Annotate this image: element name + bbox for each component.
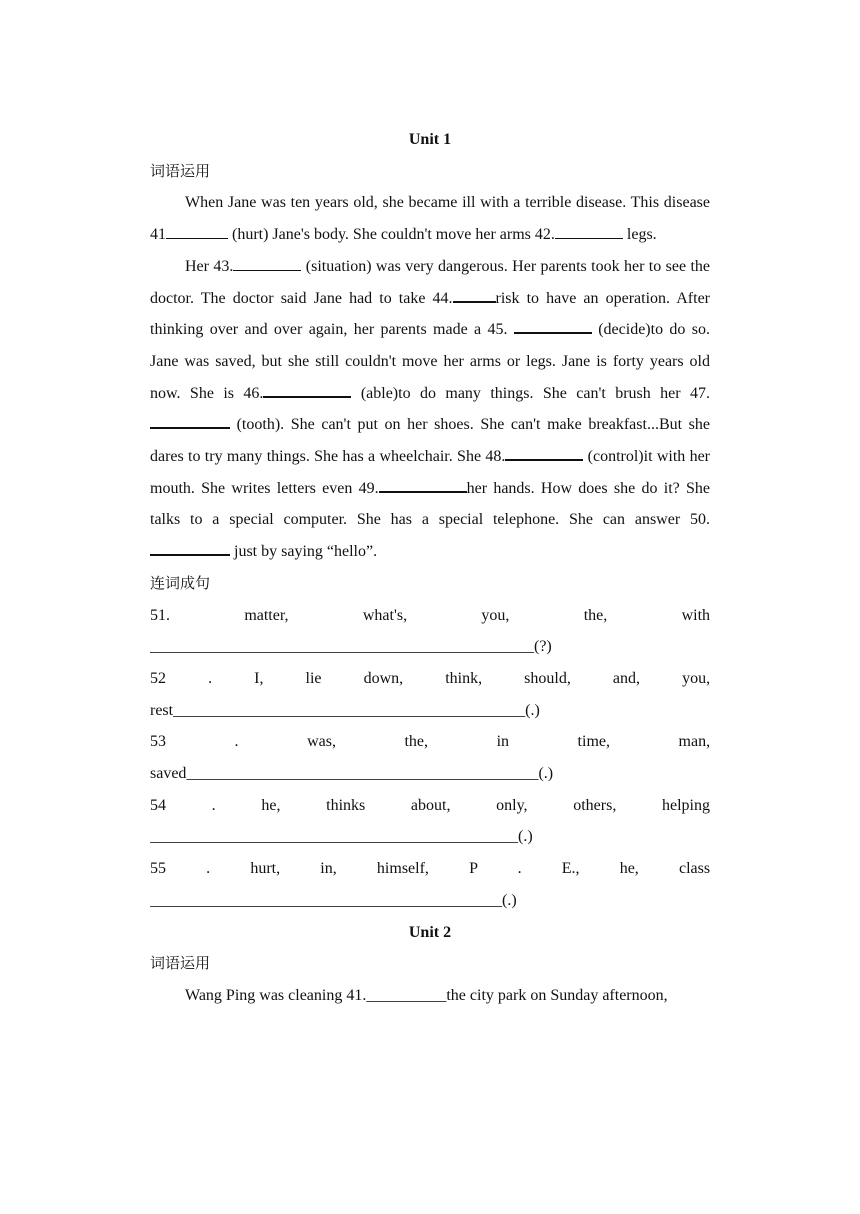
text-run: the city park on Sunday afternoon, [446,986,668,1004]
unit2-title: Unit 2 [408,923,452,941]
text-run: legs. [622,226,657,244]
word: hurt, [250,860,281,878]
word: about, [410,796,451,814]
unit2-paragraph-1 [150,980,710,1012]
blank-44[interactable] [453,287,496,303]
answer-blank-54[interactable]: ______________________________________________ [150,828,518,846]
word: lie [305,669,322,687]
text-run: (situation) was very dangerous. Her parents took her to see the doctor. The doctor said Jane had to take 44. [150,257,710,307]
word: rest [150,701,174,719]
word: he, [261,796,281,814]
blank-49[interactable] [379,477,467,493]
word: you, [682,669,711,687]
word: the, [583,606,608,624]
word: 55 [150,860,166,878]
text-run: (tooth). She can't put on her shoes. She can't make breakfast...But she dares to try many things. She has a wheelchair. She 48. [150,416,710,466]
word: think, [445,669,483,687]
text-run: (able)to do many things. She can't brush her 47. [351,384,710,402]
blank-50[interactable] [150,540,230,556]
word: E., [561,860,580,878]
unit1-order-heading: 连词成句 [150,573,211,592]
question-52-words [150,663,710,695]
unit1-vocab-heading: 词语运用 [150,161,211,180]
word: time, [577,733,610,751]
word: the, [404,733,429,751]
word: helping [662,796,710,814]
word: only, [496,796,528,814]
end-punctuation: (.) [518,828,533,846]
word: in [496,733,510,751]
word: what's, [362,606,408,624]
word: . [206,860,211,878]
text-run: (decide)to do so. Jane was saved, but she still couldn't move her arms or legs. Jane is forty years old now. She is 46. [150,321,711,402]
question-51-answer [150,631,710,663]
word: class [678,860,711,878]
word: and, [612,669,640,687]
blank-47[interactable] [150,413,230,429]
answer-blank-51[interactable]: ________________________________________________ [150,638,534,656]
word: I, [254,669,264,687]
word: . [234,733,239,751]
word: saved [150,765,187,783]
text-run: When Jane was ten years old, she became ill with a terrible disease. This disease 41 [150,194,710,244]
unit1-paragraph-1 [150,187,710,250]
question-55-words [150,853,710,885]
word: 53 [150,733,166,751]
question-55-answer [150,885,710,917]
word: you, [481,606,510,624]
question-54-answer [150,821,710,853]
document-page [150,124,710,1012]
end-punctuation: (.) [502,891,517,909]
text-run: (hurt) Jane's body. She couldn't move her arms 42. [228,226,555,244]
word: thinks [326,796,366,814]
answer-blank-53[interactable]: ____________________________________________ [186,765,539,783]
word: others, [573,796,617,814]
word: in, [320,860,337,878]
word: 52 [150,669,166,687]
word: . [211,796,216,814]
word: . [208,669,213,687]
blank-45[interactable] [514,318,592,334]
word: himself, [376,860,429,878]
question-53-words [150,726,710,758]
word: down, [363,669,404,687]
word: man, [678,733,711,751]
word: . [517,860,522,878]
text-run: her hands. How does she do it? She talks to a special computer. She has a special telephone. She can answer 50. [150,479,710,529]
end-punctuation: (.) [538,765,554,783]
blank-41[interactable] [166,224,228,239]
question-53-answer [150,758,710,790]
blank-48[interactable] [505,445,583,461]
word: matter, [244,606,289,624]
word: 54 [150,796,166,814]
text-run: Wang Ping was cleaning 41. [185,986,367,1004]
end-punctuation: (.) [525,701,540,719]
unit1-paragraph-2 [150,251,710,568]
answer-blank-55[interactable]: ____________________________________________ [150,891,502,909]
unit1-title: Unit 1 [408,131,452,148]
word: should, [524,669,571,687]
word: 51. [150,606,170,624]
word: was, [307,733,336,751]
text-run: just by saying “hello”. [230,543,378,561]
blank-43[interactable] [233,256,301,271]
text-run: risk to have an operation. After thinking over and over again, her parents made a 45. [150,289,710,339]
blank-46[interactable] [263,382,351,398]
word: P [469,860,478,878]
answer-blank-52[interactable]: ____________________________________________ [173,701,526,719]
question-54-words [150,790,710,822]
word: with [681,606,711,624]
unit2-vocab-heading: 词语运用 [150,954,211,973]
end-punctuation: (?) [534,638,552,656]
blank-u2-41[interactable]: __________ [366,986,447,1004]
word: he, [619,860,639,878]
question-51-words [150,600,710,632]
text-run: Her 43. [185,257,234,275]
question-52-answer [150,695,710,727]
text-run: (control)it with her mouth. She writes letters even 49. [150,448,710,497]
blank-42[interactable] [555,224,623,239]
